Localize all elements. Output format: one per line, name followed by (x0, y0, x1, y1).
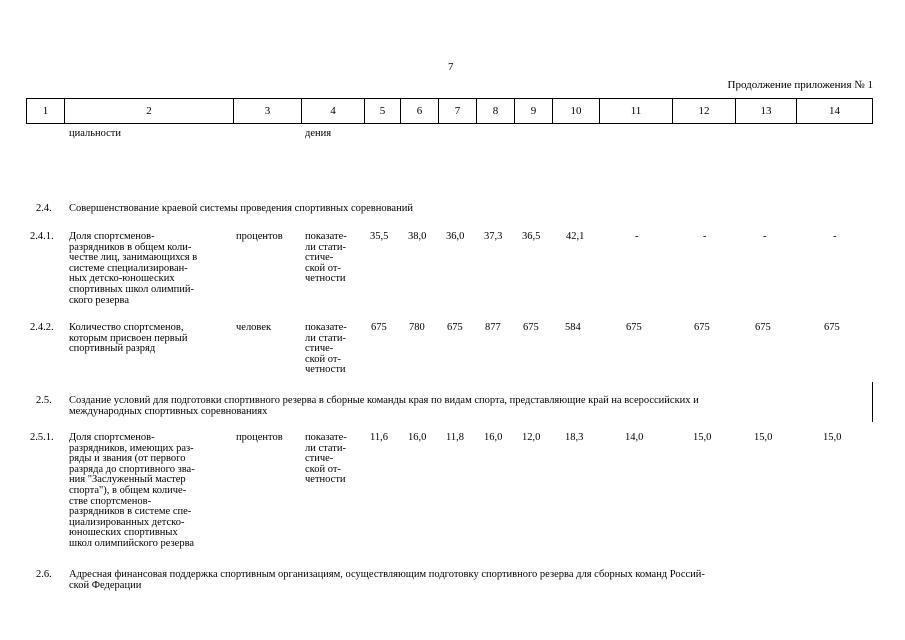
value-col-10: 584 (565, 322, 581, 333)
value-col-13: 15,0 (754, 432, 773, 443)
header-col-14: 14 (829, 105, 840, 117)
value-col-13: 675 (755, 322, 771, 333)
indicator-code: 2.4.1. (30, 231, 54, 242)
value-col-7: 11,8 (446, 432, 464, 443)
header-col-10: 10 (553, 99, 600, 123)
header-col-5: 5 (365, 99, 401, 123)
header-col-6: 6 (401, 99, 439, 123)
header-col-4: 4 (302, 99, 365, 123)
header-col-3: 3 (234, 99, 302, 123)
header-col-13: 13 (736, 99, 797, 123)
value-col-6: 16,0 (408, 432, 427, 443)
indicator-source: показате- ли стати- стиче- ской от- четности (305, 432, 347, 486)
header-col-7: 7 (439, 99, 477, 123)
margin-bar (872, 382, 873, 422)
indicator-name: Количество спортсменов, которым присвоен первый спортивный разряд (69, 322, 188, 355)
value-col-13: - (763, 231, 767, 242)
value-col-9: 675 (523, 322, 539, 333)
value-col-11: 14,0 (625, 432, 644, 443)
value-col-6: 38,0 (408, 231, 427, 242)
section-title: Создание условий для подготовки спортивного резерва в сборные команды края по видам спорта, представляющие край на всероссийских и международных спортивных соревнованиях (69, 395, 699, 417)
indicator-code: 2.4.2. (30, 322, 54, 333)
value-col-14: 15,0 (823, 432, 842, 443)
value-col-14: - (833, 231, 837, 242)
value-col-10: 42,1 (566, 231, 585, 242)
section-code: 2.6. (36, 569, 52, 580)
value-col-8: 16,0 (484, 432, 503, 443)
header-col-1: 1 (27, 99, 65, 123)
carry-over-source: дения (305, 128, 332, 139)
indicator-source: показате- ли стати- стиче- ской от- четности (305, 322, 347, 376)
value-col-11: - (635, 231, 639, 242)
section-code: 2.4. (36, 203, 52, 214)
value-col-7: 675 (447, 322, 463, 333)
table-header-row (26, 98, 873, 124)
section-title: Адресная финансовая поддержка спортивным организациям, осуществляющим подготовку спортивного резерва для сборных команд Россий- ской Федерации (69, 569, 705, 591)
section-title: Совершенствование краевой системы проведения спортивных соревнований (69, 203, 413, 214)
value-col-5: 11,6 (370, 432, 388, 443)
value-col-5: 35,5 (370, 231, 389, 242)
header-col-11: 11 (600, 99, 673, 123)
value-col-8: 877 (485, 322, 501, 333)
indicator-unit: процентов (236, 231, 283, 242)
indicator-code: 2.5.1. (30, 432, 54, 443)
value-col-8: 37,3 (484, 231, 503, 242)
value-col-9: 36,5 (522, 231, 541, 242)
page-number: 7 (448, 61, 454, 73)
header-col-8: 8 (477, 99, 515, 123)
value-col-12: 15,0 (693, 432, 712, 443)
value-col-10: 18,3 (565, 432, 584, 443)
indicator-name: Доля спортсменов- разрядников, имеющих раз- ряды и звания (от первого разряда до спортивного зва- ния "Заслуженный мастер спорта"), в общем количе- стве спортсменов- разрядников в системе спе- циализированных детско- юношеских спортивных школ олимпийского резерва (69, 432, 195, 549)
header-col-9: 9 (515, 99, 553, 123)
indicator-name: Доля спортсменов- разрядников в общем коли- честве лиц, занимающихся в системе специализирован- ных детско-юношеских спортивных школ олимпий- ского резерва (69, 231, 198, 306)
header-col-12: 12 (673, 99, 736, 123)
carry-over-name: циальности (69, 128, 122, 139)
value-col-7: 36,0 (446, 231, 465, 242)
continuation-title: Продолжение приложения № 1 (727, 79, 873, 91)
indicator-unit: процентов (236, 432, 283, 443)
value-col-6: 780 (409, 322, 425, 333)
header-col-2: 2 (65, 99, 234, 123)
indicator-unit: человек (236, 322, 272, 333)
indicator-source: показате- ли стати- стиче- ской от- четности (305, 231, 347, 285)
value-col-14: 675 (824, 322, 840, 333)
value-col-12: - (703, 231, 707, 242)
value-col-12: 675 (694, 322, 710, 333)
value-col-5: 675 (371, 322, 387, 333)
value-col-11: 675 (626, 322, 642, 333)
value-col-9: 12,0 (522, 432, 541, 443)
section-code: 2.5. (36, 395, 52, 406)
